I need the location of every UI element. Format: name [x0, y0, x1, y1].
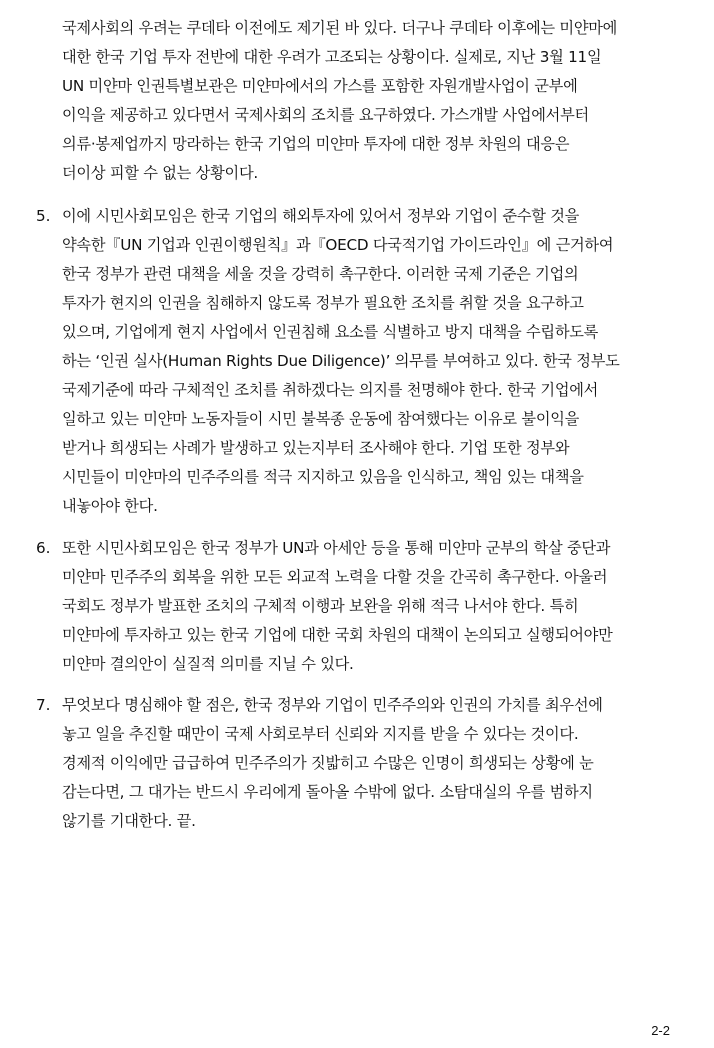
- paragraph-body: [62, 691, 677, 836]
- text-line: 내놓아야 한다.: [62, 497, 158, 515]
- paragraph-number: 5.: [36, 207, 51, 225]
- paragraph-body: [62, 202, 677, 521]
- text-line: 일하고 있는 미얀마 노동자들이 시민 불복종 운동에 참여했다는 이유로 불이익을: [62, 410, 580, 428]
- text-line: 있으며, 기업에게 현지 사업에서 인권침해 요소를 식별하고 방지 대책을 수립하도록: [62, 323, 599, 341]
- text-line: 의류·봉제업까지 망라하는 한국 기업의 미얀마 투자에 대한 정부 차원의 대응은: [62, 135, 570, 153]
- text-line: 약속한『UN 기업과 인권이행원칙』과『OECD 다국적기업 가이드라인』에 근거하여: [62, 236, 614, 254]
- text-line: 받거나 희생되는 사례가 발생하고 있는지부터 조사해야 한다. 기업 또한 정부와: [62, 439, 570, 457]
- intro-paragraph: [62, 14, 677, 188]
- text-line: 또한 시민사회모임은 한국 정부가 UN과 아세안 등을 통해 미얀마 군부의 학살 중단과: [62, 539, 611, 557]
- text-line: UN 미얀마 인권특별보관은 미얀마에서의 가스를 포함한 자원개발사업이 군부에: [62, 77, 578, 95]
- text-line: 한국 정부가 관련 대책을 세울 것을 강력히 촉구한다. 이러한 국제 기준은 기업의: [62, 265, 579, 283]
- paragraph-body: [62, 534, 677, 679]
- text-line: 이익을 제공하고 있다면서 국제사회의 조치를 요구하였다. 가스개발 사업에서부터: [62, 106, 589, 124]
- text-line: 감는다면, 그 대가는 반드시 우리에게 돌아올 수밖에 없다. 소탐대실의 우를 범하지: [62, 783, 593, 801]
- text-line: 미얀마에 투자하고 있는 한국 기업에 대한 국회 차원의 대책이 논의되고 실행되어야만: [62, 626, 613, 644]
- text-line: 투자가 현지의 인권을 침해하지 않도록 정부가 필요한 조치를 취할 것을 요구하고: [62, 294, 584, 312]
- page-number: 2-2: [651, 1023, 670, 1038]
- text-line: 더이상 피할 수 없는 상황이다.: [62, 164, 258, 182]
- text-line: 국제기준에 따라 구체적인 조치를 취하겠다는 의지를 천명해야 한다. 한국 기업에서: [62, 381, 599, 399]
- text-line: 이에 시민사회모임은 한국 기업의 해외투자에 있어서 정부와 기업이 준수할 것을: [62, 207, 580, 225]
- text-line: 무엇보다 명심해야 할 점은, 한국 정부와 기업이 민주주의와 인권의 가치를 최우선에: [62, 696, 603, 714]
- text-line: 경제적 이익에만 급급하여 민주주의가 짓밟히고 수많은 인명이 희생되는 상황에 눈: [62, 754, 594, 772]
- text-line: 않기를 기대한다. 끝.: [62, 812, 196, 830]
- text-line: 미얀마 민주주의 회복을 위한 모든 외교적 노력을 다할 것을 간곡히 촉구한다. 아울러: [62, 568, 608, 586]
- text-line: 국회도 정부가 발표한 조치의 구체적 이행과 보완을 위해 적극 나서야 한다. 특히: [62, 597, 579, 615]
- paragraph-number: 6.: [36, 539, 51, 557]
- text-line: 놓고 일을 추진할 때만이 국제 사회로부터 신뢰와 지지를 받을 수 있다는 것이다.: [62, 725, 579, 743]
- text-line: 하는 ‘인권 실사(Human Rights Due Diligence)’ 의무를 부여하고 있다. 한국 정부도: [62, 352, 620, 370]
- paragraph-number: 7.: [36, 696, 51, 714]
- text-line: 미얀마 결의안이 실질적 의미를 지닐 수 있다.: [62, 655, 354, 673]
- text-line: 시민들이 미얀마의 민주주의를 적극 지지하고 있음을 인식하고, 책임 있는 대책을: [62, 468, 584, 486]
- text-line: 국제사회의 우려는 쿠데타 이전에도 제기된 바 있다. 더구나 쿠데타 이후에는 미얀마에: [62, 19, 618, 37]
- text-line: 대한 한국 기업 투자 전반에 대한 우려가 고조되는 상황이다. 실제로, 지난 3월 11일: [62, 48, 602, 66]
